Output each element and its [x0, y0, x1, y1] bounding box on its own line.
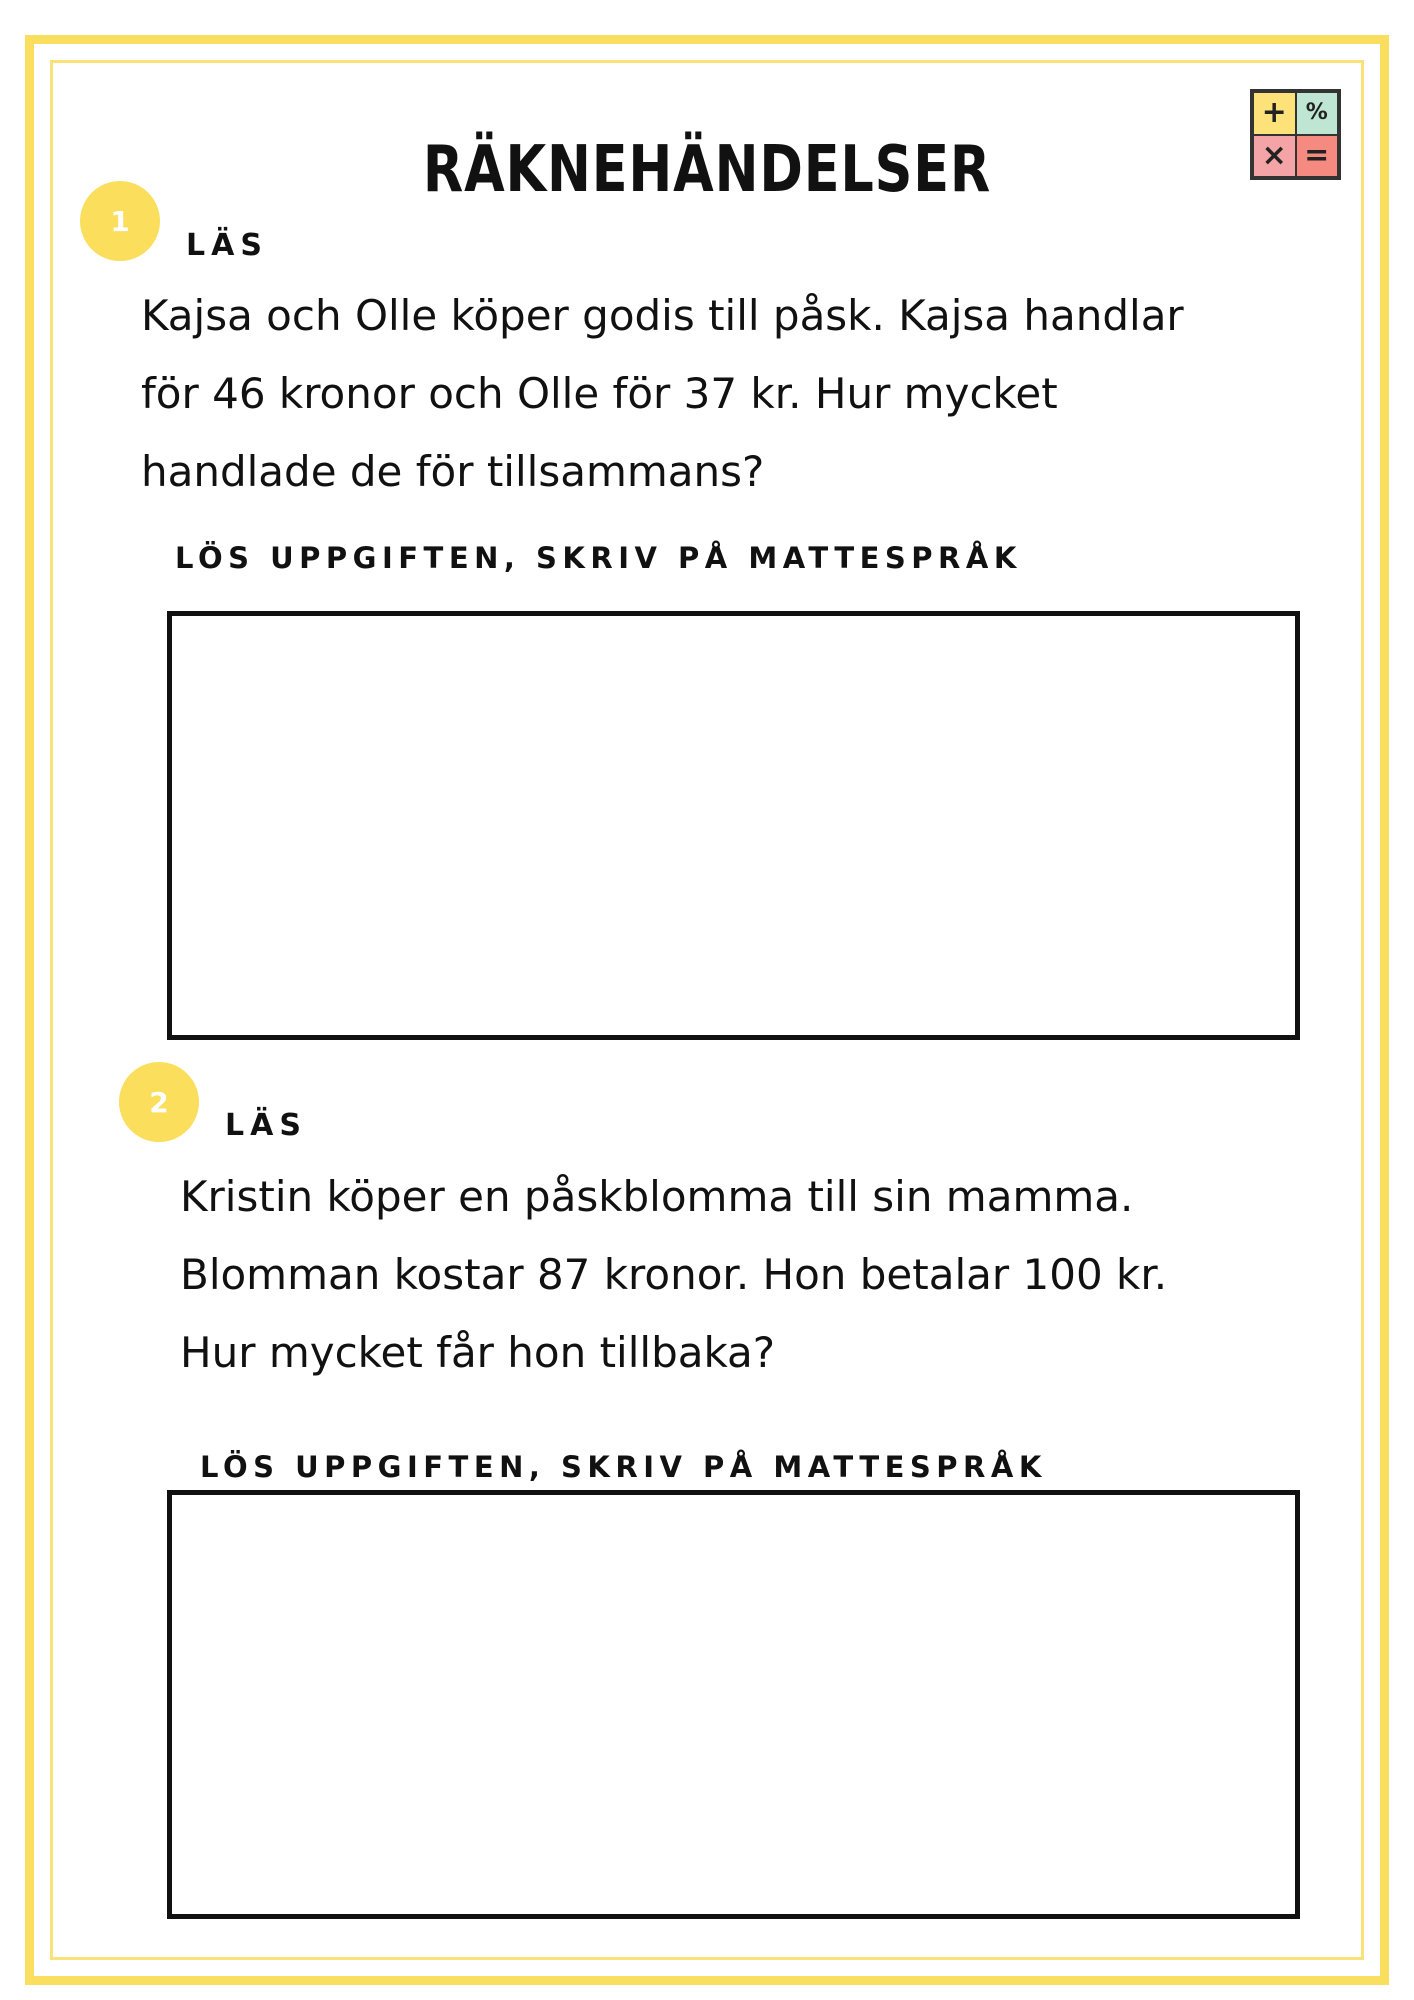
answer-box[interactable] [167, 1490, 1300, 1919]
page-title: RÄKNEHÄNDELSER [422, 133, 992, 207]
solve-instruction: LÖS UPPGIFTEN, SKRIV PÅ MATTESPRÅK [175, 541, 1022, 575]
plus-icon: + [1253, 92, 1296, 135]
answer-box[interactable] [167, 611, 1300, 1040]
problem-text [141, 277, 1201, 511]
task-number-badge: 1 [80, 181, 160, 261]
solve-instruction: LÖS UPPGIFTEN, SKRIV PÅ MATTESPRÅK [200, 1450, 1047, 1484]
task-number-badge: 2 [119, 1062, 199, 1142]
equals-icon: = [1296, 135, 1339, 178]
problem-line: Kristin köper en påskblomma till sin mamma. [180, 1172, 1134, 1221]
read-label: LÄS [225, 1108, 307, 1143]
problem-line: Kajsa och Olle köper godis till påsk. Kajsa handlar [141, 291, 1184, 340]
percent-icon: % [1296, 92, 1339, 135]
problem-text [180, 1158, 1240, 1392]
multiply-icon: × [1253, 135, 1296, 178]
problem-line: Blomman kostar 87 kronor. Hon betalar 100 kr. [180, 1250, 1168, 1299]
read-label: LÄS [186, 228, 268, 263]
problem-line: för 46 kronor och Olle för 37 kr. Hur mycket [141, 369, 1058, 418]
problem-line: Hur mycket får hon tillbaka? [180, 1328, 776, 1377]
calculator-operations-icon [1250, 89, 1341, 180]
problem-line: handlade de för tillsammans? [141, 447, 765, 496]
